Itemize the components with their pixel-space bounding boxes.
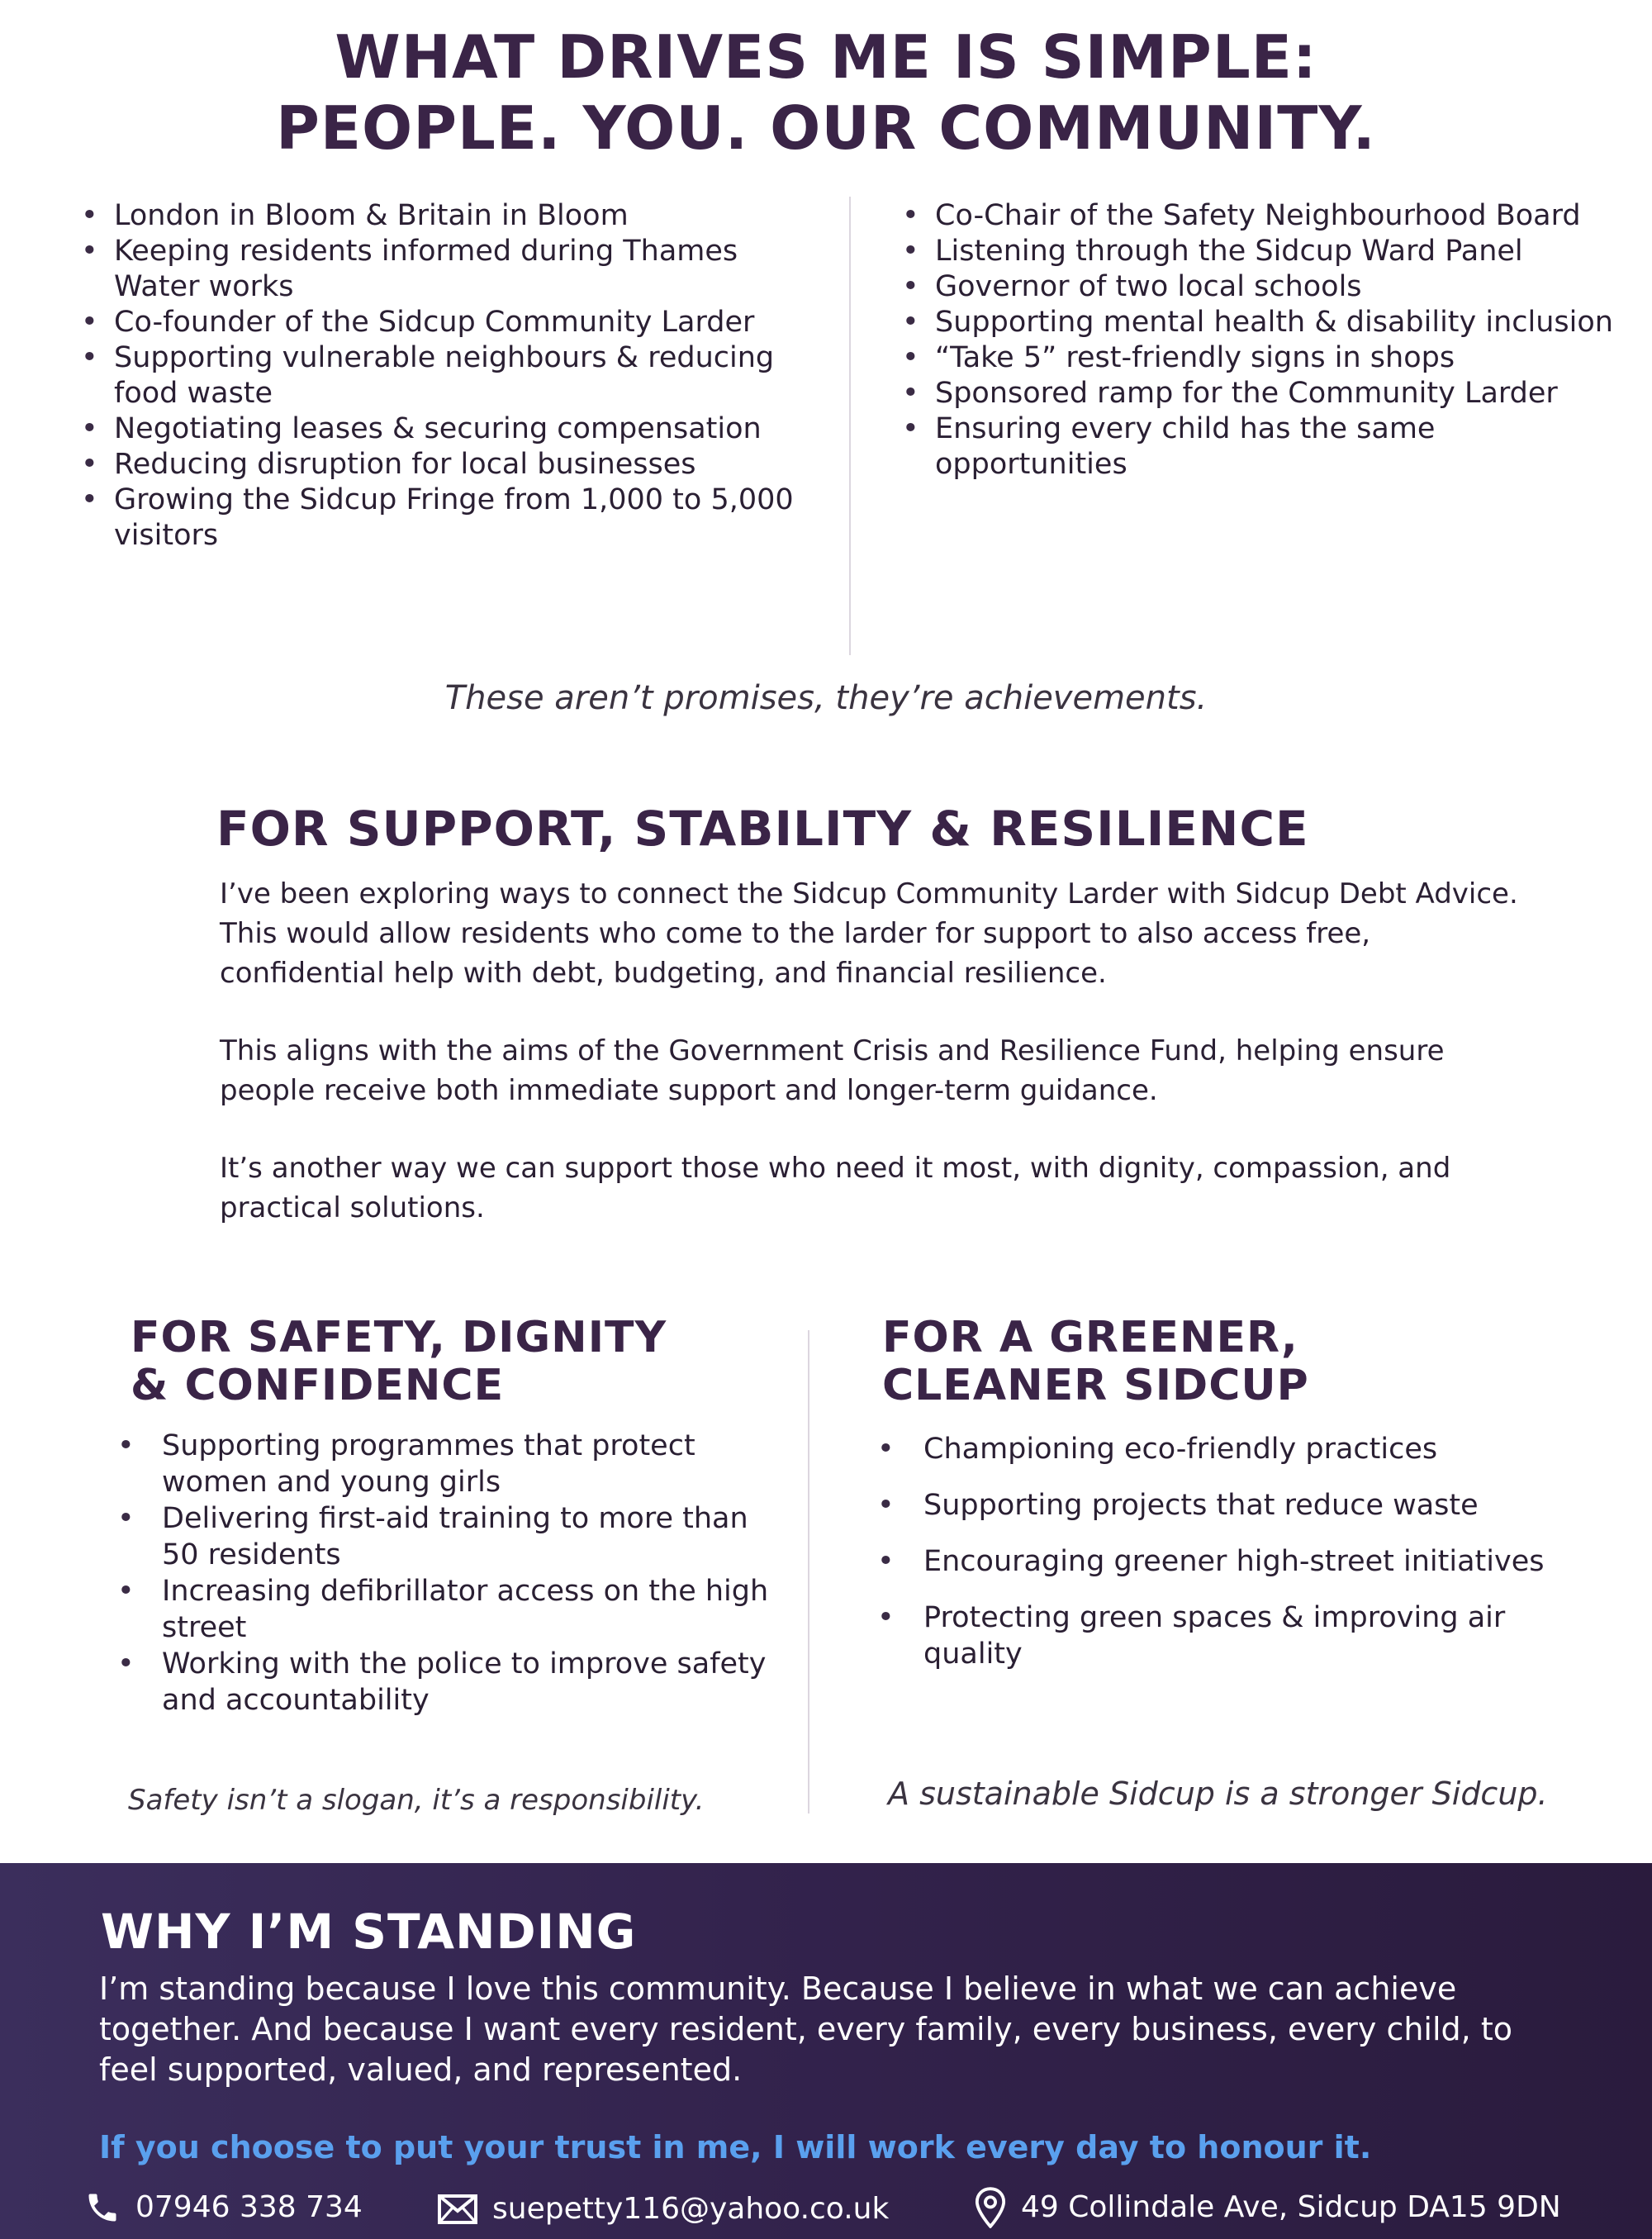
support-paragraph-1: I’ve been exploring ways to connect the Sidcup Community Larder with Sidcup Debt Advice. This would allow residents who come to the larder for support to also access free, confidential help with debt, budgeting, and financial resilience.: [220, 877, 1518, 990]
achievements-tagline: These aren’t promises, they’re achievements.: [444, 679, 1208, 717]
standing-text: I’m standing because I love this community. Because I believe in what we can achieve together. And because I want every resident, every family, every business, every child, to feel supported, valued, and represented.: [99, 1970, 1512, 2088]
contact-address[interactable]: [975, 2187, 1561, 2228]
list-item: • Supporting projects that reduce waste: [877, 1487, 1604, 1524]
greener-title: [882, 1314, 1309, 1409]
list-item: • Ensuring every child has the same opportunities: [902, 411, 1629, 483]
list-item: • Encouraging greener high-street initiatives: [877, 1543, 1604, 1580]
headline: [0, 21, 1652, 164]
list-item: • Keeping residents informed during Thames Water works: [81, 234, 824, 305]
email-address: suepetty116@yahoo.co.uk: [492, 2192, 890, 2226]
list-item: • Negotiating leases & securing compensation: [81, 411, 824, 447]
list-item: • Delivering first-aid training to more than 50 residents: [117, 1500, 770, 1573]
support-body: [220, 874, 1541, 1228]
headline-line-1: WHAT DRIVES ME IS SIMPLE:: [335, 22, 1317, 92]
list-item: • “Take 5” rest-friendly signs in shops: [902, 340, 1629, 376]
safety-list: [117, 1428, 770, 1718]
why-standing-band: [0, 1863, 1652, 2239]
map-pin-icon: [975, 2187, 1006, 2228]
column-divider: [808, 1330, 809, 1814]
phone-number: 07946 338 734: [135, 2190, 363, 2224]
greener-tagline: A sustainable Sidcup is a stronger Sidcup.: [888, 1776, 1548, 1812]
list-item: • Supporting vulnerable neighbours & reducing food waste: [81, 340, 824, 411]
list-item: • Governor of two local schools: [902, 269, 1629, 305]
safety-tagline: Safety isn’t a slogan, it’s a responsibility.: [128, 1784, 705, 1817]
headline-line-2: PEOPLE. YOU. OUR COMMUNITY.: [276, 93, 1376, 163]
phone-icon: [84, 2189, 121, 2226]
list-item: • Championing eco-friendly practices: [877, 1431, 1604, 1467]
street-address: 49 Collindale Ave, Sidcup DA15 9DN: [1021, 2190, 1561, 2224]
list-item: • Sponsored ramp for the Community Larder: [902, 376, 1629, 411]
contact-email[interactable]: [438, 2191, 889, 2227]
support-title: FOR SUPPORT, STABILITY & RESILIENCE: [216, 801, 1309, 857]
achievements-right-list: [902, 198, 1629, 483]
support-paragraph-2: This aligns with the aims of the Government Crisis and Resilience Fund, helping ensure people receive both immediate support and longer-term guidance.: [220, 1034, 1445, 1107]
list-item: • Increasing defibrillator access on the high street: [117, 1573, 770, 1646]
standing-cta: If you choose to put your trust in me, I will work every day to honour it.: [99, 2129, 1372, 2165]
greener-title-line-2: CLEANER SIDCUP: [882, 1361, 1309, 1410]
envelope-icon: [438, 2194, 477, 2224]
list-item: • Supporting mental health & disability inclusion: [902, 305, 1629, 340]
list-item: • Protecting green spaces & improving air quality: [877, 1600, 1604, 1672]
column-divider: [849, 197, 851, 655]
standing-title: WHY I’M STANDING: [101, 1904, 637, 1960]
list-item: • Working with the police to improve safety and accountability: [117, 1646, 770, 1718]
contact-phone[interactable]: [84, 2189, 363, 2226]
list-item: • Supporting programmes that protect women and young girls: [117, 1428, 770, 1500]
list-item: • Co-founder of the Sidcup Community Larder: [81, 305, 824, 340]
greener-title-line-1: FOR A GREENER,: [882, 1313, 1298, 1362]
list-item: • Reducing disruption for local businesses: [81, 447, 824, 483]
achievements-left-list: [81, 198, 824, 554]
list-item: • Growing the Sidcup Fringe from 1,000 to 5,000 visitors: [81, 483, 824, 554]
support-paragraph-3: It’s another way we can support those who need it most, with dignity, compassion, and practical solutions.: [220, 1152, 1451, 1224]
list-item: • Co-Chair of the Safety Neighbourhood Board: [902, 198, 1629, 234]
safety-title-line-2: & CONFIDENCE: [131, 1361, 505, 1410]
list-item: • London in Bloom & Britain in Bloom: [81, 198, 824, 234]
safety-title: [131, 1314, 667, 1409]
list-item: • Listening through the Sidcup Ward Panel: [902, 234, 1629, 269]
greener-list: [877, 1431, 1604, 1692]
safety-title-line-1: FOR SAFETY, DIGNITY: [131, 1313, 667, 1362]
